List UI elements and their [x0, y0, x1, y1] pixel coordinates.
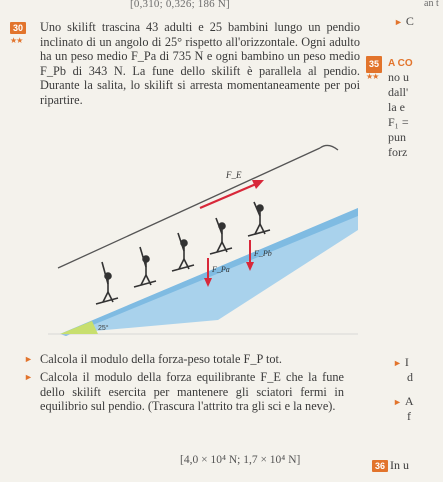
right-bullets-1: ► I d [393, 355, 443, 385]
problem-35-stars: ★★ [366, 72, 379, 81]
right-top-bullet: C [405, 14, 414, 28]
questions-list [24, 352, 344, 418]
right-bullets-2: ► A f [393, 394, 443, 424]
skilift-figure [28, 120, 358, 348]
right-line-2: dall' [388, 85, 409, 99]
difficulty-stars: ★★ [10, 36, 23, 45]
right-line-6: forz [388, 145, 408, 159]
right-bullet-2b: f [407, 409, 411, 423]
angle-marker [60, 321, 98, 334]
previous-answer-fragment: [0,310; 0,326; 186 N] [130, 0, 230, 10]
right-bullet-2: A [404, 394, 414, 408]
bullet-icon: ► [24, 354, 33, 364]
force-child-label: F_Pb [254, 249, 272, 258]
textbook-page: [0,310; 0,326; 186 N] an t 30 ★★ Uno skilift trascina 43 adulti e 25 bambini lungo un pendio inclinato di un angolo di 25° rispetto all'orizzontale. Ogni adulto ha un peso medio F_Pa di 735 N e ogni bambino un peso medio F_Pb di 343 N. La fune dello skilift è parallela al pendio. Durante la salita, lo skilift si arresta momentaneamente per poi ripartire. ► C 35 A CO ★★ no u dall' la e F₁ = pun forz 25° F_E F_Pa F_Pb ► Calcola il modulo della forza-peso totale F_P tot. ► Calcola il modulo della forza equilibrante F_E che la fune dello skilift esercita per mantenere gli sciatori fermi in equilibrio sul pendio. (Trascura l'attrito tra gli sci e la neve). [4,0 × 10⁴ N; 1,7 × 10⁴ N] ► I d ► A f 36 In u [0, 0, 443, 482]
right-line-3: la e [388, 100, 405, 114]
right-line-5: pun [388, 130, 406, 144]
question-item [24, 370, 344, 413]
right-line-4: F₁ = [388, 115, 409, 129]
problem-number-badge: 30 [10, 22, 26, 34]
bullet-icon: ► [24, 372, 33, 383]
problem-35-title: A CO [388, 58, 413, 69]
problem-30-text [40, 20, 360, 108]
force-adult-label: F_Pa [212, 265, 230, 274]
right-line-1: no u [388, 70, 409, 84]
top-right-fragment: an t [424, 0, 439, 9]
right-bullet-1b: d [407, 370, 413, 384]
force-rope-arrow [200, 184, 256, 208]
problem-35-badge: 35 [366, 56, 382, 73]
rope-end [320, 145, 338, 150]
question-2: Calcola il modulo della forza equilibrante F_E che la fune dello skilift esercita per mantenere gli sciatori fermi in equilibrio sul pendio. (Trascura l'attrito tra gli sci e la neve). [40, 370, 344, 414]
answer: [4,0 × 10⁴ N; 1,7 × 10⁴ N] [180, 454, 301, 466]
problem-36-text: In u [390, 458, 409, 472]
right-bullet-1: I [404, 355, 409, 369]
force-rope-label: F_E [226, 170, 242, 180]
angle-label: 25° [98, 325, 109, 332]
problem-statement: Uno skilift trascina 43 adulti e 25 bambini lungo un pendio inclinato di un angolo di 25° rispetto all'orizzontale. Ogni adulto ha un peso medio F_Pa di 735 N e ogni bambino un peso medio F_Pb di 343 N. La fune dello skilift è parallela al pendio. Durante la salita, lo skilift si arresta momentaneamente per poi ripartire. [40, 20, 360, 107]
problem-36-badge: 36 [372, 460, 388, 472]
question-item [24, 352, 344, 366]
question-1: Calcola il modulo della forza-peso totale F_P tot. [40, 352, 283, 366]
